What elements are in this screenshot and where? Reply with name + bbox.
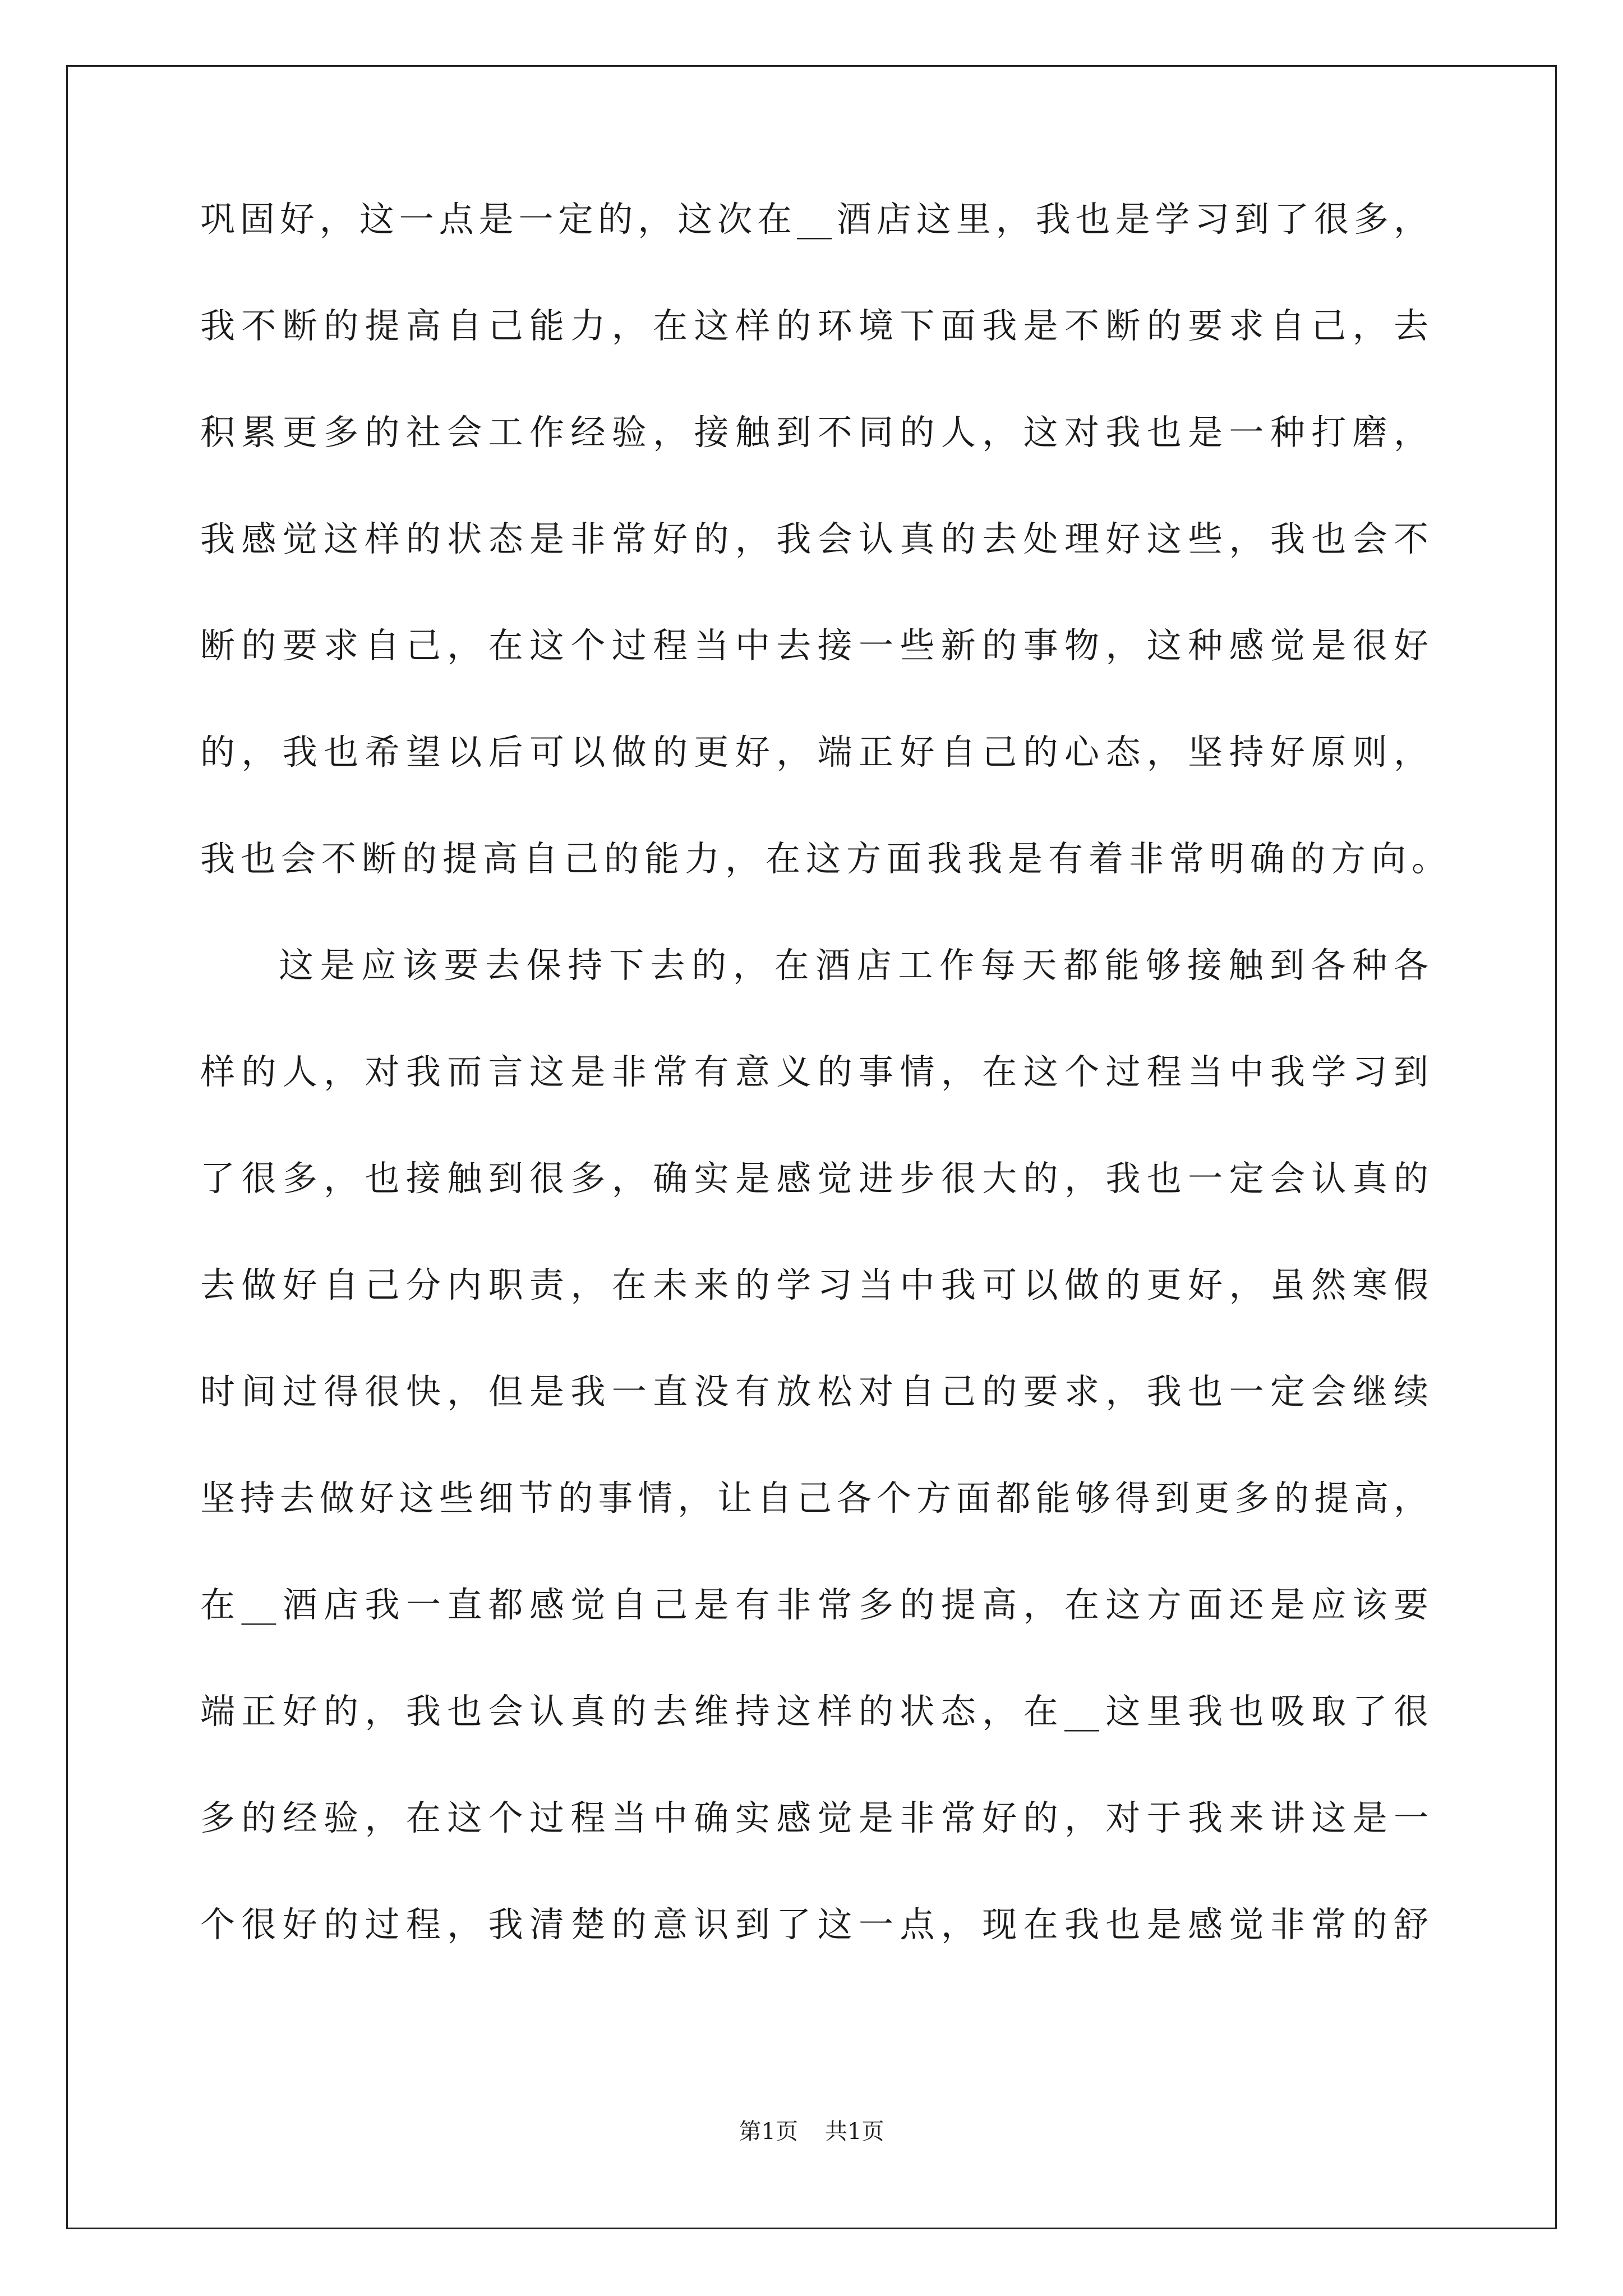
text-line: 坚持去做好这些细节的事情，让自己各个方面都能够得到更多的提高， bbox=[200, 1478, 1428, 1519]
text-line: 我不断的提高自己能力，在这样的环境下面我是不断的要求自己，去 bbox=[200, 305, 1428, 346]
text-line: 时间过得很快，但是我一直没有放松对自己的要求，我也一定会继续 bbox=[200, 1371, 1428, 1412]
text-line: 我感觉这样的状态是非常好的，我会认真的去处理好这些，我也会不 bbox=[200, 518, 1428, 559]
paragraph-first-line: 这是应该要去保持下去的，在酒店工作每天都能够接触到各种各 bbox=[279, 945, 1428, 986]
text-line: 样的人，对我而言这是非常有意义的事情，在这个过程当中我学习到 bbox=[200, 1051, 1428, 1092]
text-line: 端正好的，我也会认真的去维持这样的状态，在__这里我也吸取了很 bbox=[200, 1691, 1428, 1732]
page-footer bbox=[0, 2120, 1623, 2143]
text-line: 个很好的过程，我清楚的意识到了这一点，现在我也是感觉非常的舒 bbox=[200, 1904, 1428, 1945]
page-total: 共1页 bbox=[825, 2119, 884, 2145]
text-line: 在__酒店我一直都感觉自己是有非常多的提高，在这方面还是应该要 bbox=[200, 1584, 1428, 1625]
document-body bbox=[200, 199, 1453, 2014]
text-line: 断的要求自己，在这个过程当中去接一些新的事物，这种感觉是很好 bbox=[200, 625, 1428, 666]
page-number: 第1页 bbox=[739, 2119, 798, 2145]
text-line: 了很多，也接触到很多，确实是感觉进步很大的，我也一定会认真的 bbox=[200, 1158, 1428, 1199]
text-line: 的，我也希望以后可以做的更好，端正好自己的心态，坚持好原则， bbox=[200, 731, 1428, 772]
text-line: 去做好自己分内职责，在未来的学习当中我可以做的更好，虽然寒假 bbox=[200, 1264, 1428, 1305]
text-line: 多的经验，在这个过程当中确实感觉是非常好的，对于我来讲这是一 bbox=[200, 1797, 1428, 1838]
text-line: 巩固好，这一点是一定的，这次在__酒店这里，我也是学习到了很多， bbox=[200, 199, 1428, 240]
text-line: 积累更多的社会工作经验，接触到不同的人，这对我也是一种打磨， bbox=[200, 412, 1428, 453]
text-line: 我也会不断的提高自己的能力，在这方面我我是有着非常明确的方向。 bbox=[200, 838, 1453, 879]
